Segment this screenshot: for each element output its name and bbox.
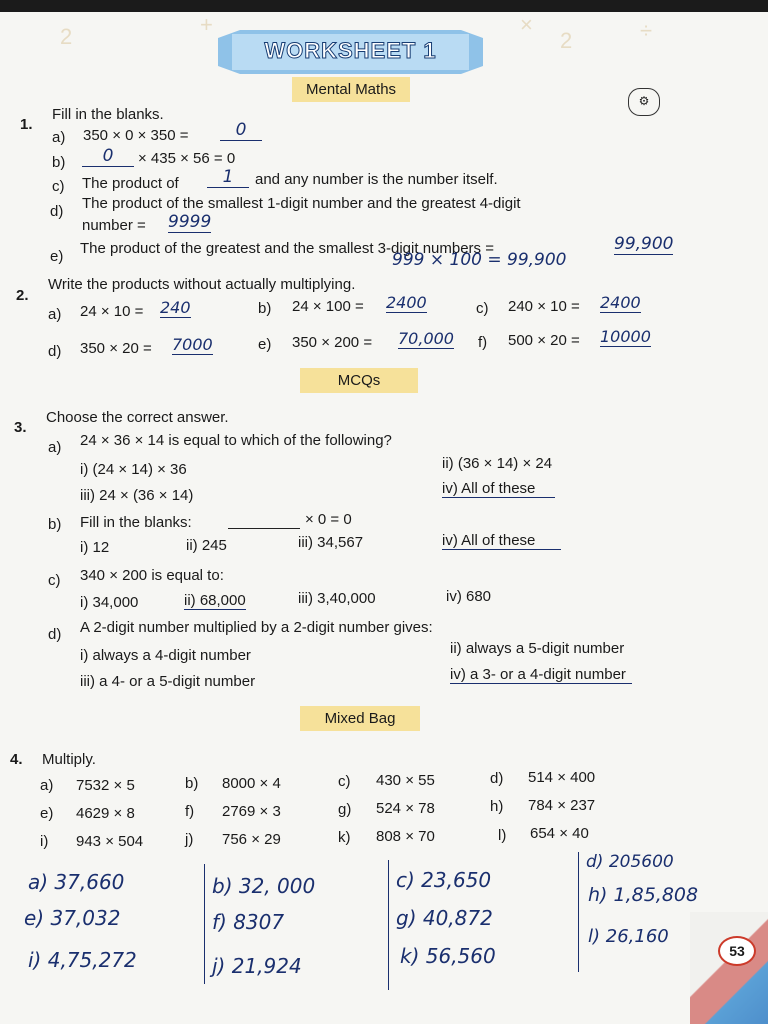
q3b-option-3: iii) 34,567 xyxy=(298,534,364,551)
q2c-label: c) xyxy=(476,300,489,317)
q3a-option-3: iii) 24 × (36 × 14) xyxy=(80,487,194,504)
gear-head-icon: ⚙ xyxy=(628,88,660,116)
q3b-text-pre: Fill in the blanks: xyxy=(80,514,192,531)
q1d-answer: 9999 xyxy=(168,212,212,232)
decor-numeral: 2 xyxy=(60,24,73,49)
q4-item-label: d) xyxy=(490,770,504,787)
q3a-option-1: i) (24 × 14) × 36 xyxy=(80,461,187,478)
q2-text: Write the products without actually multiplying. xyxy=(48,276,356,293)
q4-item-label: g) xyxy=(338,801,352,818)
answer-b: b) 32, 000 xyxy=(212,874,316,898)
q2b-answer: 2400 xyxy=(386,293,427,312)
q4-item-expr: 4629 × 8 xyxy=(76,805,135,822)
q2e-label: e) xyxy=(258,336,272,353)
q3d-text: A 2-digit number multiplied by a 2-digit number gives: xyxy=(80,619,433,636)
q3d-option-2: ii) always a 5-digit number xyxy=(450,640,625,657)
q2-number: 2. xyxy=(16,287,29,304)
q3c-option-3: iii) 3,40,000 xyxy=(298,590,376,607)
answer-i: i) 4,75,272 xyxy=(28,948,137,972)
q2a-label: a) xyxy=(48,306,62,323)
q4-item-label: f) xyxy=(185,803,195,820)
answer-a: a) 37,660 xyxy=(28,870,125,894)
q1d-text-line2: number = xyxy=(82,217,146,234)
q4-item-expr: 808 × 70 xyxy=(376,828,435,845)
q2d-answer: 7000 xyxy=(172,335,213,354)
section-mental-maths: Mental Maths xyxy=(292,77,410,102)
q2e-answer: 70,000 xyxy=(398,329,454,348)
q2c-expr: 240 × 10 = xyxy=(508,298,580,315)
q4-item-label: j) xyxy=(185,831,194,848)
q3a-text: 24 × 36 × 14 is equal to which of the following? xyxy=(80,432,392,449)
worksheet-page xyxy=(0,12,768,1024)
q2f-label: f) xyxy=(478,334,488,351)
q2a-expr: 24 × 10 = xyxy=(80,303,144,320)
q3c-label: c) xyxy=(48,572,61,589)
answer-c: c) 23,650 xyxy=(396,868,492,892)
answer-f: f) 8307 xyxy=(212,910,285,934)
q1c-pre: The product of xyxy=(82,175,179,192)
q4-number: 4. xyxy=(10,751,23,768)
page-number: 53 xyxy=(718,936,756,966)
q3a-option-2: ii) (36 × 14) × 24 xyxy=(442,455,553,472)
q1c-answer: 1 xyxy=(207,167,249,188)
answer-e: e) 37,032 xyxy=(24,906,121,930)
page-corner-decoration xyxy=(690,912,768,1024)
q1c-label: c) xyxy=(52,178,65,195)
q1e-text: The product of the greatest and the smallest 3-digit numbers = xyxy=(80,240,494,257)
q3b-option-2: ii) 245 xyxy=(186,537,227,554)
q4-item-label: e) xyxy=(40,805,54,822)
q4-item-expr: 514 × 400 xyxy=(528,769,596,786)
q3d-option-4: iv) a 3- or a 4-digit number xyxy=(450,666,632,684)
q1a-answer: 0 xyxy=(220,120,262,141)
q4-item-label: k) xyxy=(338,829,351,846)
answer-g: g) 40,872 xyxy=(396,906,493,930)
answer-k: k) 56,560 xyxy=(400,944,496,968)
q3a-option-4: iv) All of these xyxy=(442,480,555,498)
q1e-working: 999 × 100 = 99,900 xyxy=(392,250,567,270)
q4-item-expr: 756 × 29 xyxy=(222,831,281,848)
q3-number: 3. xyxy=(14,419,27,436)
q1-text: Fill in the blanks. xyxy=(52,106,164,123)
q1c-post: and any number is the number itself. xyxy=(255,171,498,188)
q4-item-label: c) xyxy=(338,773,351,790)
q3b-text-post: × 0 = 0 xyxy=(305,511,352,528)
answer-h: h) 1,85,808 xyxy=(588,884,699,906)
decor-numeral: 2 xyxy=(560,28,573,53)
q3d-option-1: i) always a 4-digit number xyxy=(80,647,251,664)
q4-item-expr: 2769 × 3 xyxy=(222,803,281,820)
q1d-text-line1: The product of the smallest 1-digit number and the greatest 4-digit xyxy=(82,195,521,212)
q4-text: Multiply. xyxy=(42,751,96,768)
q3b-blank xyxy=(228,528,300,529)
decor-divide-icon: ÷ xyxy=(640,18,653,43)
q1b-text: × 435 × 56 = 0 xyxy=(138,150,236,167)
q4-item-expr: 784 × 237 xyxy=(528,797,596,814)
q3c-option-1: i) 34,000 xyxy=(80,594,139,611)
q4-item-label: l) xyxy=(498,827,507,844)
q4-item-expr: 524 × 78 xyxy=(376,800,435,817)
q4-item-label: i) xyxy=(40,833,49,850)
q3a-label: a) xyxy=(48,439,62,456)
q2f-answer: 10000 xyxy=(600,327,651,346)
q4-item-label: a) xyxy=(40,777,54,794)
q2e-expr: 350 × 200 = xyxy=(292,334,373,351)
q2b-label: b) xyxy=(258,300,272,317)
section-mcqs: MCQs xyxy=(300,368,418,393)
q1e-answer: 99,900 xyxy=(614,234,674,254)
q4-item-expr: 7532 × 5 xyxy=(76,777,135,794)
q2c-answer: 2400 xyxy=(600,293,641,312)
q1b-answer: 0 xyxy=(82,146,134,167)
q3b-option-4: iv) All of these xyxy=(442,532,561,550)
answer-divider xyxy=(388,860,389,990)
decor-times-icon: × xyxy=(520,12,533,37)
answer-j: j) 21,924 xyxy=(212,954,302,978)
q2d-expr: 350 × 20 = xyxy=(80,340,152,357)
q4-item-expr: 943 × 504 xyxy=(76,833,144,850)
q1a-label: a) xyxy=(52,129,66,146)
q1a-text: 350 × 0 × 350 = xyxy=(83,127,189,144)
q1b-label: b) xyxy=(52,154,66,171)
q4-item-expr: 654 × 40 xyxy=(530,825,589,842)
answer-d: d) 205600 xyxy=(586,852,674,872)
q1d-label: d) xyxy=(50,203,64,220)
q4-item-expr: 8000 × 4 xyxy=(222,775,281,792)
q3d-label: d) xyxy=(48,626,62,643)
answer-divider xyxy=(578,852,579,972)
q3c-option-2: ii) 68,000 xyxy=(184,592,246,609)
q2b-expr: 24 × 100 = xyxy=(292,298,364,315)
q3b-option-1: i) 12 xyxy=(80,539,110,556)
q3d-option-3: iii) a 4- or a 5-digit number xyxy=(80,673,256,690)
q3-text: Choose the correct answer. xyxy=(46,409,229,426)
q1e-label: e) xyxy=(50,248,64,265)
decor-plus-icon: + xyxy=(200,12,213,37)
q2d-label: d) xyxy=(48,343,62,360)
q2f-expr: 500 × 20 = xyxy=(508,332,580,349)
q2a-answer: 240 xyxy=(160,298,191,317)
q3b-label: b) xyxy=(48,516,62,533)
q4-item-label: b) xyxy=(185,775,199,792)
worksheet-title: WORKSHEET 1 xyxy=(264,38,437,63)
answer-l: l) 26,160 xyxy=(588,926,669,947)
section-mixed-bag: Mixed Bag xyxy=(300,706,420,731)
q3c-text: 340 × 200 is equal to: xyxy=(80,567,224,584)
q3c-option-4: iv) 680 xyxy=(446,588,492,605)
q4-item-label: h) xyxy=(490,798,504,815)
answer-divider xyxy=(204,864,205,984)
q4-item-expr: 430 × 55 xyxy=(376,772,435,789)
q1-number: 1. xyxy=(20,116,33,133)
